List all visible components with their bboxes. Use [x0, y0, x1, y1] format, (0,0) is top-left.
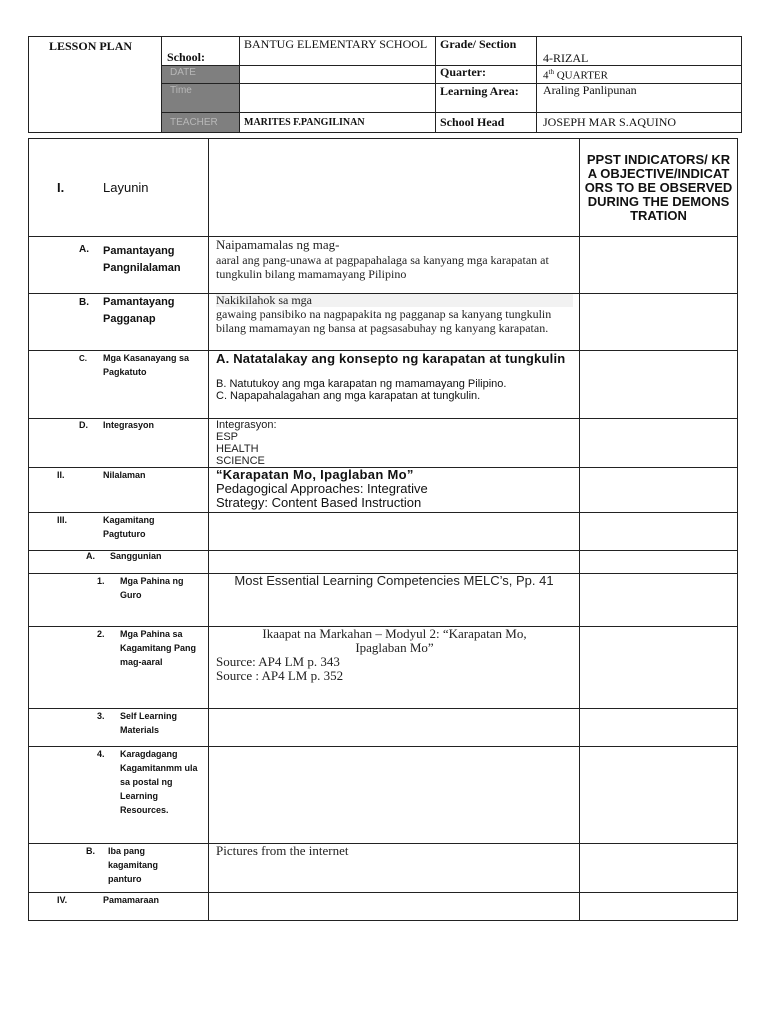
row-nilalaman	[29, 468, 738, 513]
pahina-kagamitang-source2: Source : AP4 LM p. 352	[216, 668, 344, 683]
pahina-kagamitang-num: 2.	[97, 629, 105, 639]
teacher-label: TEACHER	[162, 112, 240, 132]
pahina-guro-value: Most Essential Learning Competencies MELC’s, Pp. 41	[234, 573, 554, 588]
kagamitang-num: III.	[57, 515, 68, 525]
pahina-kagamitang-label: Mga Pahina sa Kagamitang Pang mag-aaral	[120, 629, 197, 667]
sanggunian-num: A.	[86, 551, 95, 561]
school-head-label: School Head	[436, 112, 537, 132]
kasanayan-b: B. Natutukoy ang mga karapatan ng mamamayang Pilipino.	[216, 378, 507, 390]
pamamaraan-num: IV.	[57, 895, 68, 905]
self-learning-label: Self Learning Materials	[120, 711, 178, 735]
row-layunin	[29, 139, 738, 237]
kasanayan-num: C.	[79, 354, 87, 363]
row-karagdagang	[29, 747, 738, 844]
integrasyon-num: D.	[79, 420, 88, 430]
quarter-num: 4	[543, 69, 549, 82]
date-value	[240, 66, 436, 84]
header-table	[28, 36, 742, 133]
pagganap-num: B.	[79, 297, 89, 308]
layunin-num: I.	[57, 180, 65, 195]
self-learning-num: 3.	[97, 711, 105, 721]
sanggunian-label: Sanggunian	[110, 551, 162, 561]
learning-area-label: Learning Area:	[436, 83, 537, 112]
layunin-label: Layunin	[103, 180, 149, 195]
pagganap-label: Pamantayang Pagganap	[103, 296, 175, 325]
time-value	[240, 83, 436, 112]
nilalaman-strategy: Strategy: Content Based Instruction	[216, 495, 422, 510]
iba-pang-label: Iba pang kagamitang panturo	[108, 846, 159, 884]
layunin-label-cell	[29, 139, 209, 237]
school-head-value: JOSEPH MAR S.AQUINO	[537, 112, 742, 132]
nilalaman-num: II.	[57, 470, 65, 480]
time-label: Time	[162, 83, 240, 112]
pagganap-line2: gawaing pansibiko na nagpapakita ng pagganap sa kanyang tungkulin bilang mamamayan ng bansa at pagsasabuhay ng kanyang karapatan.	[216, 307, 552, 335]
quarter-sup: th	[548, 68, 554, 76]
integrasyon-item-esp: ESP	[216, 431, 239, 443]
pahina-guro-label: Mga Pahina ng Guro	[120, 576, 184, 600]
quarter-label: Quarter:	[436, 66, 537, 84]
nilalaman-approach: Pedagogical Approaches: Integrative	[216, 481, 428, 496]
row-self-learning	[29, 709, 738, 747]
lesson-table	[28, 138, 738, 921]
nilalaman-label: Nilalaman	[103, 470, 146, 480]
karagdagang-num: 4.	[97, 749, 105, 759]
school-value: BANTUG ELEMENTARY SCHOOL	[240, 37, 436, 66]
row-pahina-kagamitang	[29, 627, 738, 709]
pagganap-line1: Nakikilahok sa mga	[216, 294, 573, 307]
row-pahina-guro	[29, 574, 738, 627]
learning-area-value: Araling Panlipunan	[537, 83, 742, 112]
teacher-value: MARITES F.PANGILINAN	[240, 112, 436, 132]
ppst-header: PPST INDICATORS/ KRA OBJECTIVE/INDICATORS TO BE OBSERVED DURING THE DEMONSTRATION	[580, 139, 738, 237]
integrasyon-label: Integrasyon	[103, 420, 155, 430]
school-label: School:	[162, 37, 240, 66]
pahina-kagamitang-source1: Source: AP4 LM p. 343	[216, 654, 340, 669]
karagdagang-label: Karagdagang Kagamitanmm ula sa postal ng Learning Resources.	[120, 749, 198, 815]
pangnilalaman-num: A.	[79, 244, 89, 255]
row-pamantayang-pangnilalaman	[29, 237, 738, 294]
date-label: DATE	[162, 66, 240, 84]
row-sanggunian	[29, 551, 738, 574]
iba-pang-num: B.	[86, 846, 95, 856]
integrasyon-heading: Integrasyon:	[216, 419, 277, 431]
pahina-guro-num: 1.	[97, 576, 105, 586]
kasanayan-a: A. Natatalakay ang konsepto ng karapatan at tungkulin	[216, 351, 566, 366]
row-integrasyon	[29, 419, 738, 468]
pamamaraan-label: Pamamaraan	[103, 895, 160, 905]
layunin-content	[209, 139, 580, 237]
iba-pang-value: Pictures from the internet	[216, 843, 349, 858]
row-pamamaraan	[29, 893, 738, 921]
quarter-text: QUARTER	[556, 69, 608, 82]
pangnilalaman-line1: Naipamamalas ng mag-	[216, 237, 340, 252]
pahina-kagamitang-title: Ikaapat na Markahan – Modyul 2: “Karapatan Mo, Ipaglaban Mo”	[262, 626, 527, 655]
row-kagamitang	[29, 513, 738, 551]
pangnilalaman-line2: aaral ang pang-unawa at pagpapahalaga sa kanyang mga karapatan at tungkulin bilang mamamayang Pilipino	[216, 253, 549, 281]
row-iba-pang	[29, 844, 738, 893]
grade-label: Grade/ Section	[436, 37, 537, 66]
quarter-value	[537, 66, 742, 84]
integrasyon-item-health: HEALTH	[216, 443, 259, 455]
lesson-plan-title: LESSON PLAN	[49, 39, 133, 54]
grade-value: 4-RIZAL	[537, 37, 742, 66]
row-pamantayang-pagganap	[29, 294, 738, 351]
lesson-plan-cell	[29, 37, 162, 133]
row-kasanayan	[29, 351, 738, 419]
kagamitang-label: Kagamitang Pagtuturo	[103, 515, 155, 539]
kasanayan-c: C. Napapahalagahan ang mga karapatan at tungkulin.	[216, 390, 481, 402]
pangnilalaman-label: Pamantayang Pangnilalaman	[103, 245, 181, 274]
integrasyon-item-science: SCIENCE	[216, 455, 265, 467]
kasanayan-label: Mga Kasanayang sa Pagkatuto	[103, 353, 190, 377]
nilalaman-title: “Karapatan Mo, Ipaglaban Mo”	[216, 467, 414, 482]
